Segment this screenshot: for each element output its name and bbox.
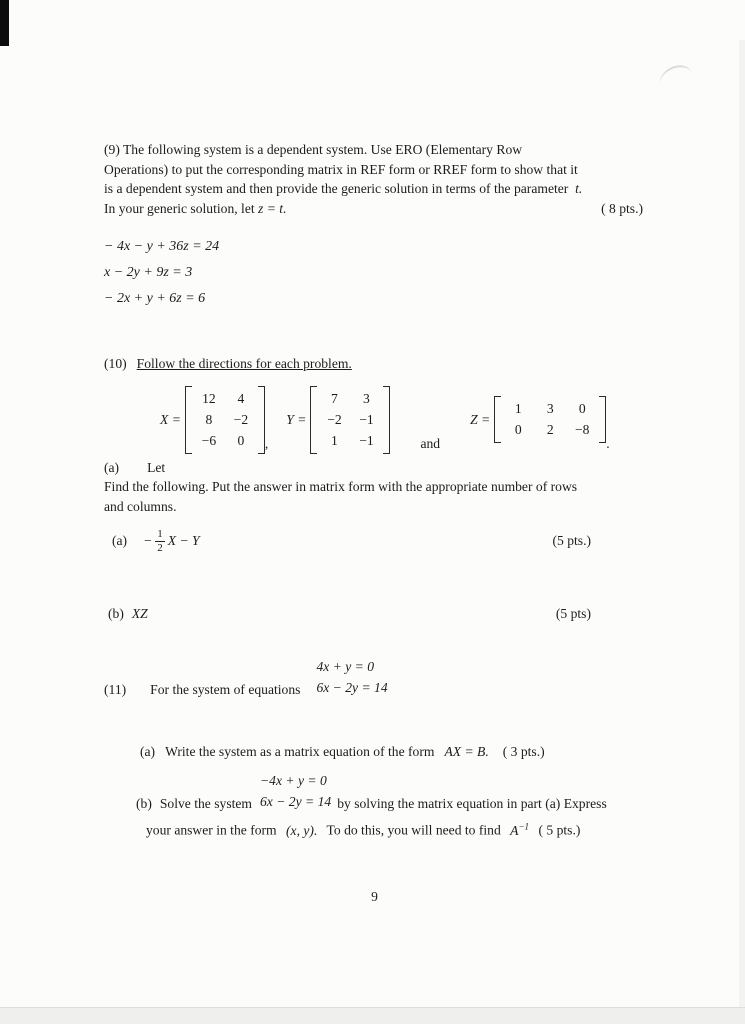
scan-edge-right [739,40,745,1008]
page-content [104,0,645,905]
part-a-label: (a) [140,744,156,760]
comma-separator: , [264,435,269,451]
problem-10a-let [104,458,645,478]
equation-1: 4x + y = 0 [316,659,375,675]
problem-11b-text: To do this, you will need to find [326,822,501,838]
matrix-y-cell: 3 [363,390,370,406]
problem-10-heading [104,354,645,374]
a-inverse-exponent: −1 [518,821,530,832]
problem-9-text: is a dependent system and then provide the generic solution in terms of the parameter [104,181,569,196]
matrix-z-cell: 1 [514,401,522,416]
equation-1: −4x + y = 0 [260,773,327,789]
equation-2: x − 2y + 9z = 3 [104,265,193,280]
problem-10b-points: (5 pts) [555,606,591,622]
problem-11 [104,656,645,841]
let-word: Let [147,459,166,475]
matrix-y-cell: 7 [331,390,338,406]
matrix-x-label: X = [160,411,181,427]
problem-10-find-text-2: and columns. [104,498,177,514]
matrix-y [310,386,390,454]
problem-10b [104,606,645,622]
matrix-y-cell: −1 [359,432,374,448]
matrix-y-cell: −1 [359,411,374,427]
one-half-fraction [155,528,165,554]
fraction-numerator: 1 [157,528,163,540]
scan-artifact-corner-bar [0,0,9,46]
parameter-t: t. [575,181,583,196]
matrix-y-cell: 1 [331,432,338,448]
problem-10a-points: (5 pts.) [552,533,591,549]
part-b-label: (b) [108,606,124,622]
problem-9-line-3 [104,179,645,199]
let-z-equals-t: z = t. [258,200,287,216]
matrix-x [185,386,265,454]
problem-9 [104,140,645,312]
matrix-y-label: Y = [286,411,307,427]
matrix-z-cell: 3 [546,401,554,416]
matrix-x-cell: −6 [201,432,217,448]
problem-9-line-2 [104,160,645,180]
period-separator: . [606,435,610,451]
problem-10 [104,354,645,622]
problem-11b [136,770,645,841]
matrix-x-cell: 8 [205,411,213,427]
problem-10-number: (10) [104,356,127,371]
matrix-z-cell: −8 [574,422,590,437]
matrix-y-cell: −2 [327,411,342,427]
expression-x-minus-y: X − Y [167,533,200,549]
page-number: 9 [371,888,378,904]
problem-9-line-1 [104,140,645,160]
a-inverse-base: A [510,822,519,838]
equation-2: 6x − 2y = 14 [316,680,388,696]
part-b-label: (b) [136,796,152,812]
expression-xz: XZ [131,606,148,622]
problem-11a-points: ( 3 pts.) [502,744,545,760]
matrix-x-cell: 4 [237,390,245,406]
equation-2: 6x − 2y = 14 [260,794,332,810]
part-a-label: (a) [104,459,120,475]
problem-11a-text: Write the system as a matrix equation of the form [165,744,435,760]
problem-9-points: ( 8 pts.) [601,200,643,216]
problem-9-text: In your generic solution, let [104,200,255,216]
problem-9-text: (9) The following system is a dependent system. Use ERO (Elementary Row [104,142,523,157]
matrix-equation-form: AX = B. [444,744,489,760]
and-separator: and [420,435,441,451]
matrix-x-cell: 0 [237,432,245,448]
problem-11b-lead-text: Solve the system [159,796,252,812]
problem-11b-after-text: by solving the matrix equation in part (a) Express [337,796,607,812]
problem-11b-text: your answer in the form [146,822,277,838]
fraction-denominator: 2 [157,541,163,554]
scan-edge-bottom [0,1007,745,1024]
problem-9-text: Operations) to put the corresponding matrix in REF form or RREF form to show that it [104,161,578,177]
problem-11-intro-text: For the system of equations [150,682,301,698]
equation-3: − 2x + y + 6z = 6 [104,291,206,306]
matrix-z-label: Z = [470,411,491,427]
minus-sign: − [143,533,153,549]
matrix-x-cell: 12 [202,390,216,406]
matrix-z [494,396,606,443]
equation-1: − 4x − y + 36z = 24 [104,239,220,254]
system-of-equations [260,770,331,812]
answer-form-xy: (x, y). [286,822,318,838]
problem-11-number: (11) [104,682,127,698]
part-a-label: (a) [112,533,128,549]
a-inverse [510,823,529,838]
problem-11b-line-2 [146,816,645,841]
scan-artifact-mark [657,63,694,87]
matrices-row [160,386,645,454]
matrix-z-cell: 0 [578,401,586,416]
matrix-x-cell: −2 [233,411,249,427]
problem-9-system [104,234,645,312]
problem-11a [140,744,645,760]
matrix-z-cell: 0 [514,422,522,437]
problem-9-line-4 [104,199,645,219]
problem-10-find-text-1: Find the following. Put the answer in matrix form with the appropriate number of rows [104,479,578,494]
problem-10-directions: Follow the directions for each problem. [136,356,352,371]
problem-10a-expression [104,528,645,554]
problem-11b-line-1 [136,770,645,812]
problem-11-intro [104,656,645,698]
problem-11b-points: ( 5 pts.) [538,822,581,838]
matrix-z-cell: 2 [546,422,554,437]
system-of-equations [316,656,387,698]
